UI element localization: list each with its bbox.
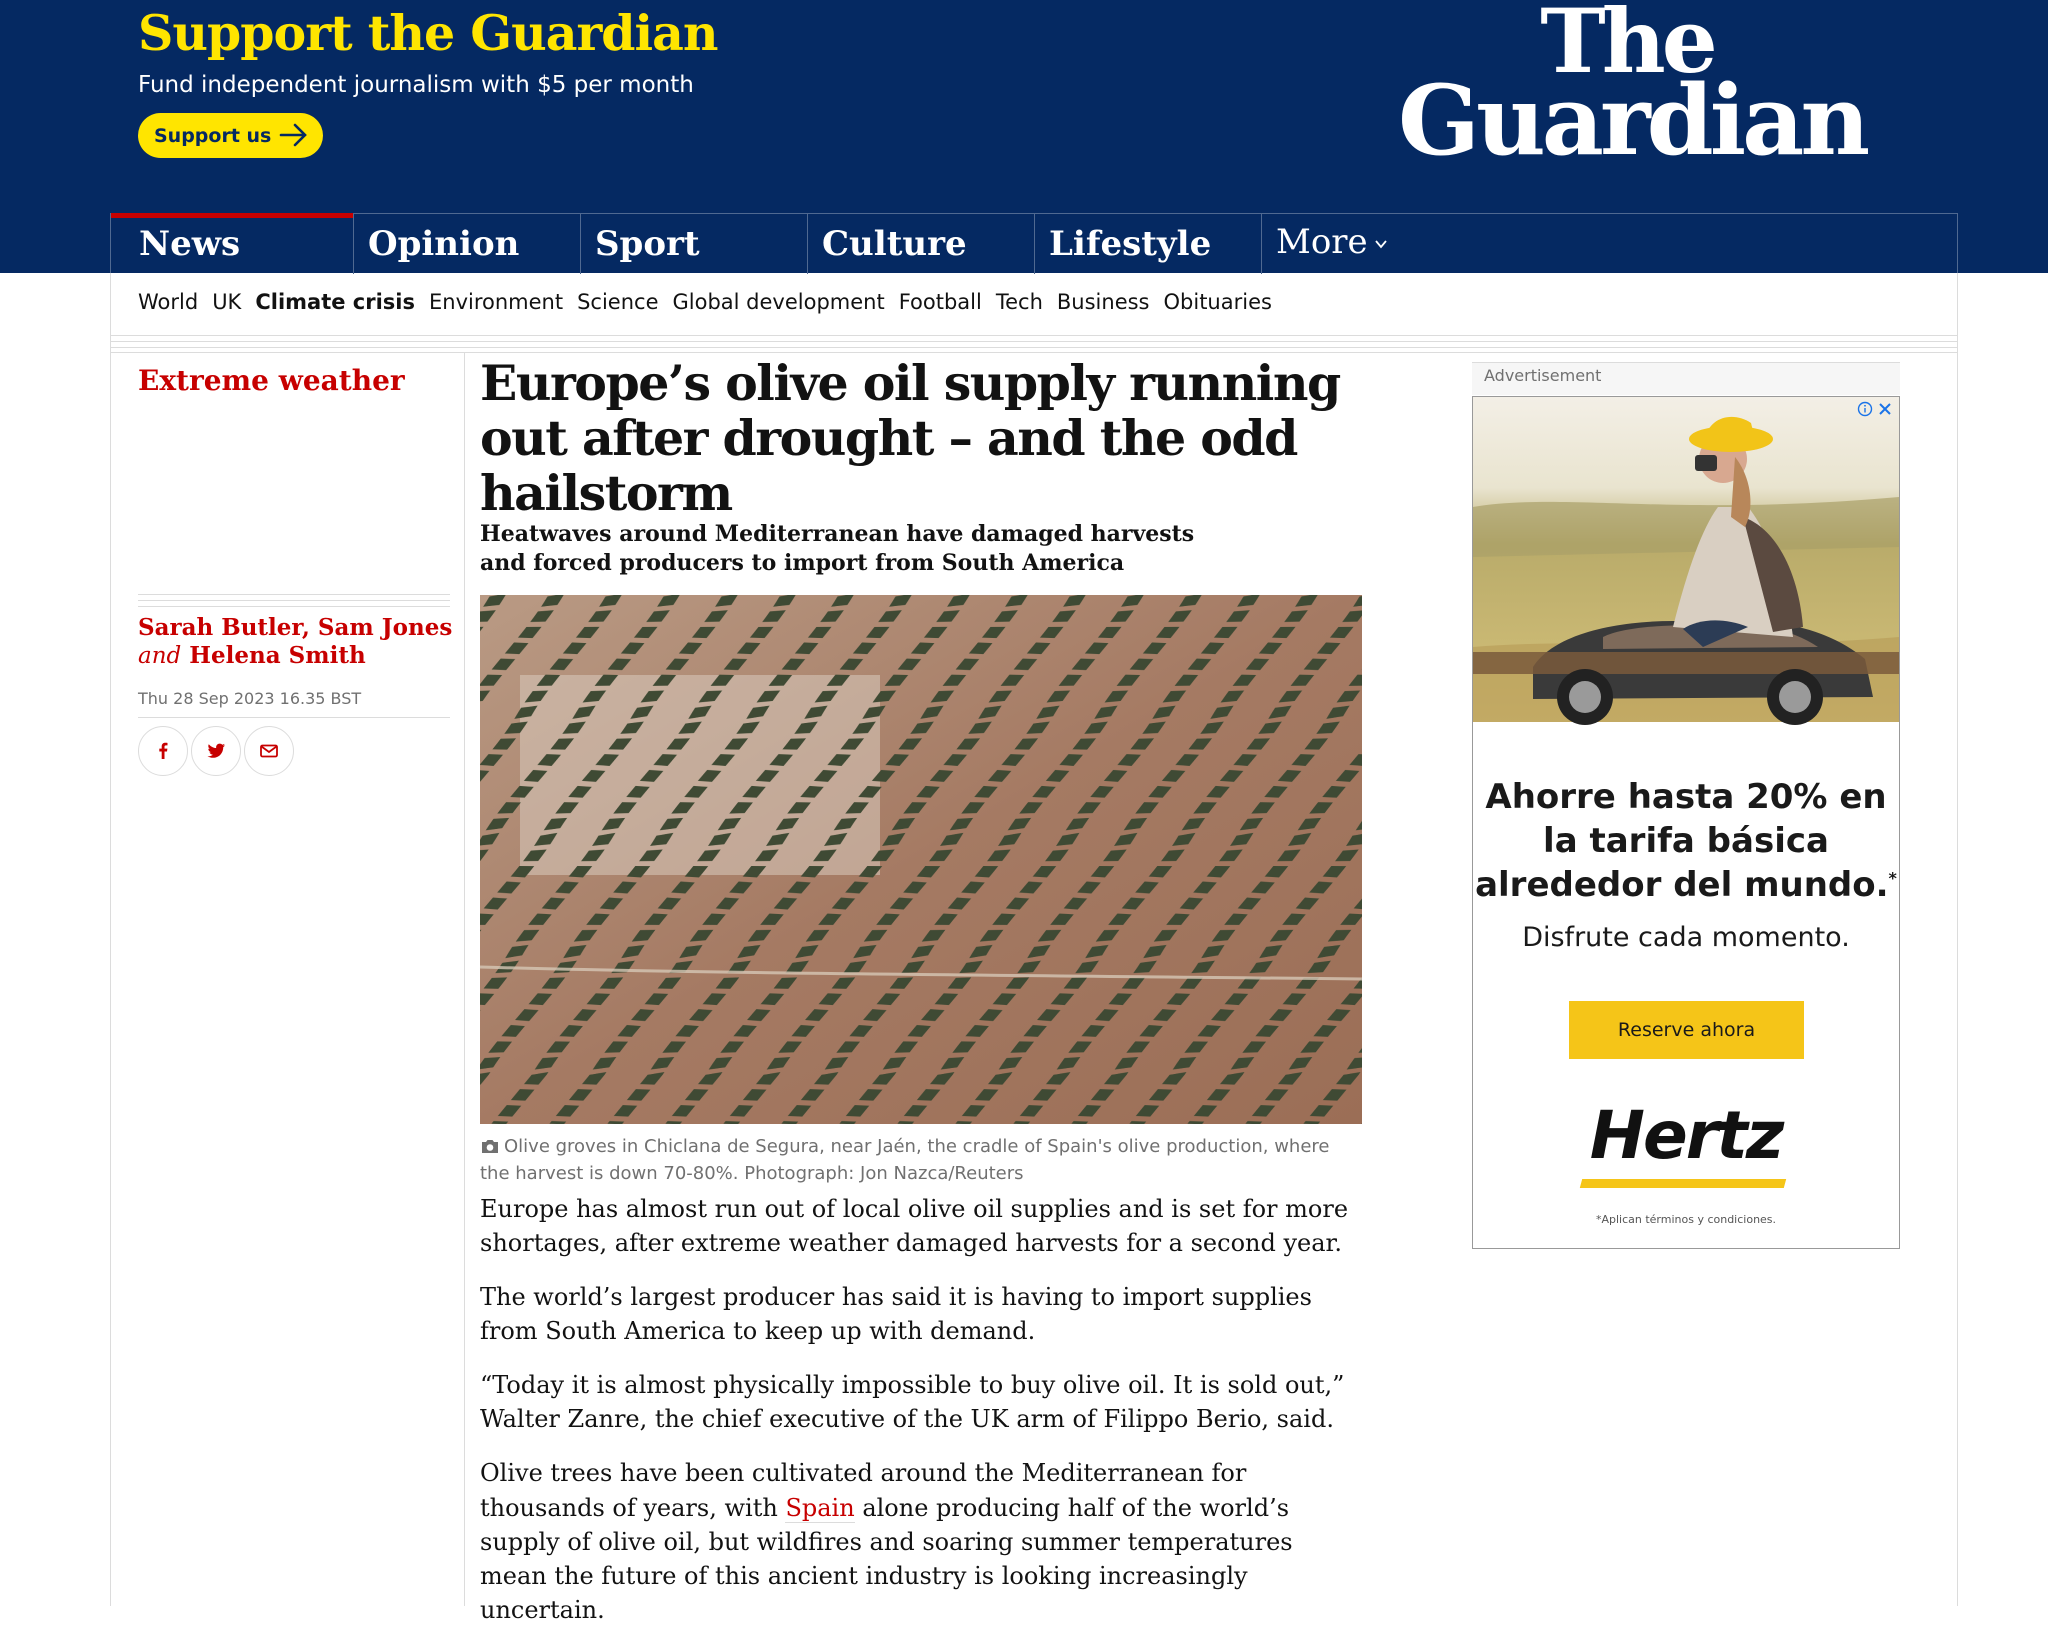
article-main-photo[interactable] [480, 595, 1362, 1124]
hertz-logo-bar [1580, 1179, 1786, 1188]
author-link[interactable]: Sam Jones [317, 614, 453, 641]
ad-headline-text: Ahorre hasta 20% en la tarifa básica alrededor del mundo. [1475, 777, 1889, 906]
subnav-item-obituaries[interactable]: Obituaries [1163, 290, 1272, 314]
olive-grove-image [480, 595, 1362, 1124]
paragraph-text: alone producing half of the world’s supply of olive oil, but wildfires and soaring summer temperatures mean the future of this ancient industry is looking increasingly uncertain. [480, 1493, 1293, 1624]
paragraph [480, 1456, 1360, 1626]
pillar-more-label: More [1276, 222, 1368, 262]
pillar-sport[interactable]: Sport [581, 214, 808, 274]
article-headline: Europe’s olive oil supply running out after drought – and the odd hailstorm [480, 354, 1340, 522]
article-body [480, 1192, 1360, 1647]
support-us-button[interactable] [138, 113, 323, 158]
ad-subline: Disfrute cada momento. [1522, 922, 1850, 953]
publish-date: Thu 28 Sep 2023 16.35 BST [138, 689, 362, 708]
paragraph-text: Olive trees have been cultivated around the Mediterranean for thousands of years, with [480, 1459, 1247, 1522]
spain-link[interactable]: Spain [785, 1493, 855, 1522]
ad-image [1473, 397, 1899, 757]
ad-reserve-button[interactable]: Reserve ahora [1569, 1001, 1804, 1059]
paragraph: The world’s largest producer has said it is having to import supplies from South America to keep up with demand. [480, 1283, 1312, 1346]
info-icon[interactable] [1857, 401, 1873, 417]
author-separator: , [301, 614, 318, 641]
author-link[interactable]: Sarah Butler [138, 614, 302, 641]
caption-text: Olive groves in Chiclana de Segura, near Jaén, the cradle of Spain's olive production, where the harvest is down 70-80%. Photograph: Jon Nazca/Reuters [480, 1136, 1330, 1184]
ad-controls [1857, 401, 1893, 417]
ad-terms: *Aplican términos y condiciones. [1595, 1213, 1777, 1226]
subnav-item-business[interactable]: Business [1056, 290, 1150, 314]
site-header [0, 0, 2048, 273]
pillar-culture[interactable]: Culture [808, 214, 1035, 274]
facebook-icon [152, 740, 174, 762]
email-icon [258, 740, 280, 762]
pillar-more[interactable] [1262, 214, 1388, 274]
article-standfirst: Heatwaves around Mediterranean have damaged harvests and forced producers to import from South America [480, 521, 1195, 576]
paragraph: Europe has almost run out of local olive oil supplies and is set for more shortages, after extreme weather damaged harvests for a second year. [480, 1195, 1349, 1258]
share-twitter-button[interactable] [191, 726, 241, 776]
close-icon[interactable] [1877, 401, 1893, 417]
author-separator: and [138, 642, 182, 669]
subnav-item-global-development[interactable]: Global development [672, 290, 885, 314]
logo-line-1: The [1540, 0, 1714, 93]
ad-asterisk: * [1888, 869, 1897, 889]
hertz-logo: Hertz [1589, 1097, 1783, 1174]
paragraph: “Today it is almost physically impossible to buy olive oil. It is sold out,” Walter Zanre, the chief executive of the UK arm of Filippo Berio, said. [480, 1371, 1345, 1434]
sub-nav [138, 290, 1272, 314]
twitter-icon [204, 740, 228, 762]
divider [110, 341, 1958, 342]
byline-rules [138, 594, 450, 612]
logo-line-2: Guardian [1398, 63, 1867, 177]
share-facebook-button[interactable] [138, 726, 188, 776]
pillar-nav [110, 213, 1958, 273]
subnav-item-uk[interactable]: UK [212, 290, 242, 314]
subnav-item-environment[interactable]: Environment [429, 290, 564, 314]
pillar-news[interactable]: News [111, 214, 354, 274]
support-title: Support the Guardian [138, 4, 718, 62]
subnav-item-climate-crisis[interactable]: Climate crisis [255, 290, 415, 314]
ad-headline [1473, 775, 1899, 908]
author-link[interactable]: Helena Smith [189, 641, 366, 669]
subnav-item-tech[interactable]: Tech [995, 290, 1043, 314]
share-buttons [138, 726, 294, 776]
divider [138, 717, 450, 718]
divider [110, 352, 1958, 353]
guardian-logo[interactable] [1398, 0, 1867, 177]
camera-icon [480, 1139, 500, 1154]
subnav-item-football[interactable]: Football [898, 290, 982, 314]
subnav-item-science[interactable]: Science [577, 290, 659, 314]
ad-label: Advertisement [1472, 363, 1900, 395]
share-email-button[interactable] [244, 726, 294, 776]
support-subtitle: Fund independent journalism with $5 per month [138, 72, 694, 98]
pillar-lifestyle[interactable]: Lifestyle [1035, 214, 1262, 274]
divider [110, 347, 1958, 348]
section-kicker[interactable]: Extreme weather [138, 364, 405, 397]
hertz-advertisement[interactable] [1472, 396, 1900, 1249]
arrow-right-icon [279, 122, 309, 148]
support-us-label: Support us [154, 124, 272, 147]
photo-caption [480, 1133, 1362, 1187]
byline [138, 614, 458, 670]
divider [110, 335, 1958, 336]
pillar-opinion[interactable]: Opinion [354, 214, 581, 274]
chevron-down-icon [1374, 237, 1388, 251]
column-divider [464, 352, 465, 1606]
subnav-item-world[interactable]: World [138, 290, 199, 314]
